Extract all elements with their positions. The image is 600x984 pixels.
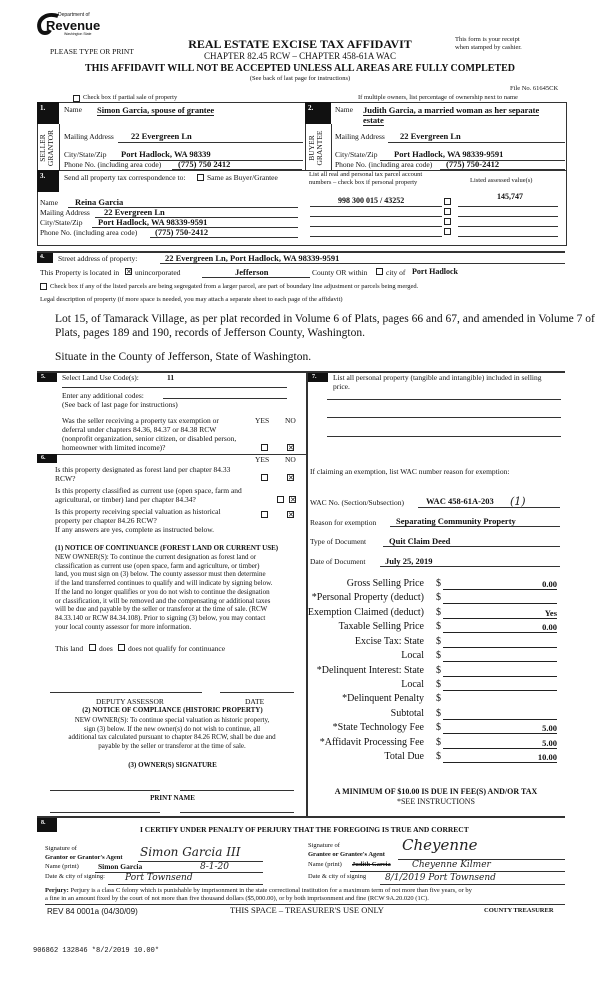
grantee-name-handwritten: Cheyenne Kilmer [412, 860, 491, 870]
currency-sign: $ [436, 636, 441, 647]
forest-yes-checkbox[interactable] [261, 474, 268, 481]
buyer-name[interactable]: Judith Garcia, a married woman as her separate [363, 105, 540, 115]
notice-line: land, you must sign on (3) below. The county assessor must then determine [55, 570, 266, 579]
fee-value[interactable]: 5.00 [443, 737, 557, 749]
label: Mailing Address [335, 132, 385, 141]
label: City/State/Zip [64, 150, 107, 159]
label: Select Land Use Code(s): [62, 373, 139, 382]
label: Phone No. (including area code) [335, 160, 433, 169]
signature-line [50, 692, 202, 693]
partial-sale-checkbox[interactable] [73, 95, 80, 102]
label: Grantee or Grantee's Agent [308, 851, 385, 858]
form-chapter: CHAPTER 82.45 RCW – CHAPTER 458-61A WAC [204, 51, 396, 61]
grantee-date-city-handwritten: 8/1/2019 Port Townsend [385, 873, 496, 883]
historical-yes-checkbox[interactable] [261, 511, 268, 518]
signature-line [50, 812, 160, 813]
notice-continuance-title: (1) NOTICE OF CONTINUANCE (FOREST LAND OR CURRENT USE) [55, 544, 279, 552]
file-number: File No. 61645CK [510, 85, 559, 92]
label: Date of Document [310, 557, 366, 566]
notice-continuance-text [55, 553, 300, 631]
field-line [418, 507, 560, 508]
historical-no-checkbox[interactable]: ✕ [288, 511, 294, 519]
legal-description[interactable]: Lot 15, of Tamarack Village, as per plat recorded in Volume 6 of Plats, pages 66 and 67, and amended in Volume 7 of [55, 313, 595, 325]
label: Phone No. (including area code) [40, 228, 138, 237]
notice-compliance-text [37, 716, 307, 751]
instruction-text: If any answers are yes, complete as instructed below. [55, 525, 215, 534]
perjury-text: Perjury is a class C felony which is punishable by imprisonment in the state correctional institution for a maximum term of not more than five years, or by [70, 887, 472, 894]
label: Enter any additional codes: [62, 391, 144, 400]
section-8-tag: 8. [37, 818, 57, 832]
field-line [202, 277, 310, 278]
label: Signature of [45, 845, 77, 852]
currency-sign: $ [436, 708, 441, 719]
label: Grantor or Grantor's Agent [45, 854, 123, 861]
fee-label: Exemption Claimed (deduct) [307, 607, 424, 618]
personal-property-checkbox[interactable] [444, 208, 451, 215]
label: List all personal property (tangible and intangible) included in selling [333, 373, 542, 382]
label: price. [333, 382, 350, 391]
seller-mailing-address[interactable]: 22 Evergreen Ln [131, 131, 192, 141]
field-line [118, 142, 303, 143]
notice-line: NEW OWNER(S): To continue the current designation as forest land or [55, 553, 257, 561]
personal-property-checkbox[interactable] [444, 218, 451, 225]
see-instructions-note: *SEE INSTRUCTIONS [396, 797, 475, 806]
question-text: property per chapter 84.26 RCW? [55, 516, 157, 525]
field-line [327, 417, 561, 418]
question-text: Was the seller receiving a property tax exemption or [62, 416, 219, 425]
field-line [310, 226, 442, 227]
label: WAC No. (Section/Subsection) [310, 498, 404, 507]
notice-line: if the land transferred continues to qualify and will indicate by signing below. [55, 579, 273, 588]
field-line [160, 263, 565, 264]
fee-value[interactable] [443, 592, 557, 604]
field-line [458, 206, 558, 207]
question-text: (nonprofit organization, senior citizen, or disabled person, [62, 434, 237, 443]
signature-line [108, 884, 263, 885]
question-text: Is this property receiving special valuation as historical [55, 507, 221, 516]
exemption-reason[interactable]: Separating Community Property [396, 516, 516, 526]
fee-value[interactable] [443, 708, 557, 720]
field-line [310, 206, 442, 207]
field-line [458, 216, 558, 217]
field-line [163, 398, 287, 399]
perjury-warning [45, 888, 472, 895]
question-text: Is this property classified as current use (open space, farm and [55, 486, 242, 495]
notice-line: 84.33.140 or RCW 84.34.108). Prior to signing (3) below, you may contact [55, 613, 266, 622]
fee-label: *Delinquent Penalty [342, 693, 424, 704]
label: Legal description of property (if more space is needed, you may attach a separate sheet to each page of the affidavit) [40, 296, 343, 303]
field-line [150, 237, 298, 238]
field-line [440, 169, 565, 170]
label: does not qualify for continuance [128, 644, 226, 653]
buyer-name-cont[interactable]: estate [363, 115, 384, 125]
signature-line [350, 871, 565, 872]
side-label: SELLER [38, 134, 47, 162]
buyer-phone[interactable]: (775) 750-2412 [446, 159, 500, 169]
label: Signature of [308, 842, 340, 849]
signature-line [220, 692, 294, 693]
label: NO [285, 416, 296, 425]
property-street-address[interactable]: 22 Evergreen Ln, Port Hadlock, WA 98339-9591 [165, 253, 340, 263]
date-label: DATE [245, 697, 265, 706]
label: Mailing Address [64, 132, 114, 141]
label: (See back of last page for instructions) [62, 400, 178, 409]
label: County OR within [312, 268, 368, 277]
notice-line: If the land no longer qualifies or you do not wish to continue the designation [55, 587, 270, 596]
treasurer-space-label: THIS SPACE – TREASURER'S USE ONLY [230, 905, 384, 915]
currency-sign: $ [436, 592, 441, 603]
label: Same as Buyer/Grantee [207, 173, 278, 182]
section-6-tag: 6. [37, 454, 57, 463]
notice-line: your local county assessor for more information. [55, 622, 192, 631]
minimum-due-note: A MINIMUM OF $10.00 IS DUE IN FEE(S) AND/OR TAX [334, 787, 538, 796]
label: Listed assessed value(s) [470, 177, 533, 184]
question-text: Is this property designated as forest land per chapter 84.33 [55, 465, 231, 474]
signature-line [380, 884, 565, 885]
currency-sign: $ [436, 679, 441, 690]
section-2-tag: 2. [305, 102, 331, 124]
section-3-tag: 3. [37, 170, 59, 192]
deputy-assessor-label: DEPUTY ASSESSOR [96, 697, 164, 706]
fee-label: *Delinquent Interest: State [316, 665, 424, 676]
current-use-yes-checkbox[interactable] [277, 496, 284, 503]
dor-logo [36, 10, 106, 40]
form-revision: REV 84 0001a (04/30/09) [47, 907, 138, 916]
fee-value[interactable] [443, 636, 557, 648]
seller-grantor-label [39, 128, 56, 168]
fee-label: Subtotal [390, 708, 424, 719]
currency-sign: $ [436, 665, 441, 676]
label: Name [40, 198, 58, 207]
fee-value[interactable] [443, 693, 557, 694]
seller-name[interactable]: Simon Garcia, spouse of grantee [97, 105, 215, 115]
currency-sign: $ [436, 621, 441, 632]
land-use-code[interactable]: 11 [167, 373, 175, 382]
label: Name (print) [308, 861, 342, 868]
field-line [62, 387, 287, 388]
section-5-tag: 5. [37, 373, 57, 382]
label: Type of Document [310, 537, 367, 546]
fee-value[interactable] [443, 665, 557, 677]
field-line [383, 546, 560, 547]
currency-sign: $ [436, 751, 441, 762]
side-label: BUYER [307, 135, 316, 161]
label: List all real and personal tax parcel account [309, 171, 423, 178]
currency-sign: $ [436, 737, 441, 748]
county[interactable]: Jefferson [235, 267, 269, 277]
document-type[interactable]: Quit Claim Deed [389, 536, 451, 546]
fee-label: Gross Selling Price [346, 578, 424, 589]
label: City/State/Zip [335, 150, 378, 159]
question-text: deferral under chapters 84.36, 84.37 or 84.38 RCW [62, 425, 217, 434]
logo-text: Revenue [46, 18, 101, 33]
personal-property-checkbox[interactable] [444, 198, 451, 205]
partial-sale-label: Check box if partial sale of property [83, 94, 178, 101]
field-line [68, 207, 298, 208]
divider [59, 124, 60, 170]
label: Name [335, 105, 353, 114]
county-treasurer-label: COUNTY TREASURER [484, 907, 554, 914]
label: NO [285, 455, 296, 464]
receipt-note: This form is your receipt [455, 36, 520, 43]
qualifies-does-not-checkbox[interactable] [118, 644, 125, 651]
label: Name (print) [45, 863, 79, 870]
fee-value[interactable]: 0.00 [443, 621, 557, 633]
notice-line: NEW OWNER(S): To continue special valuation as historic property, [74, 716, 270, 724]
field-line [390, 526, 560, 527]
fee-label: *State Technology Fee [332, 722, 424, 733]
exemption-yes-checkbox[interactable] [261, 444, 268, 451]
label: If claiming an exemption, list WAC number reason for exemption: [310, 467, 510, 476]
type-or-print: PLEASE TYPE OR PRINT [50, 47, 134, 56]
buyer-city[interactable]: Port Hadlock, WA 98339-9591 [394, 149, 504, 159]
signature-line [180, 790, 294, 791]
question-text: agricultural, or timber) land per chapter 84.34? [55, 495, 196, 504]
label: This Property is located in [40, 268, 120, 277]
tax-corr-address[interactable]: 22 Evergreen Ln [104, 207, 165, 217]
question-text: homeowner with limited income)? [62, 443, 166, 452]
field-line [310, 216, 442, 217]
certification-statement: I CERTIFY UNDER PENALTY OF PERJURY THAT THE FOREGOING IS TRUE AND CORRECT [140, 825, 469, 834]
grantee-printed-name[interactable]: Judith Garcia [352, 861, 391, 868]
unincorporated-checkbox[interactable]: ✕ [126, 268, 132, 276]
fee-label: Local [401, 679, 424, 690]
field-line [327, 399, 561, 400]
currency-sign: $ [436, 607, 441, 618]
grantor-city-handwritten: Port Townsend [125, 873, 193, 883]
notice-compliance-title: (2) NOTICE OF COMPLIANCE (HISTORIC PROPERTY) [82, 706, 263, 714]
same-as-buyer-checkbox[interactable] [197, 174, 204, 181]
label: Street address of property: [58, 254, 138, 263]
label: Mailing Address [40, 208, 90, 217]
fee-label: *Personal Property (deduct) [311, 592, 424, 603]
label: does [99, 644, 113, 653]
grantor-signature[interactable]: Simon Garcia III [140, 845, 241, 859]
label: City/State/Zip [40, 218, 83, 227]
label: This land [55, 644, 84, 653]
section-1-tag: 1. [37, 102, 59, 124]
wac-subsection-handwritten: (1) [510, 495, 526, 508]
side-label: GRANTOR [46, 129, 56, 167]
assessed-value[interactable]: 145,747 [497, 192, 523, 201]
forest-no-checkbox[interactable]: ✕ [288, 474, 294, 482]
currency-sign: $ [436, 693, 441, 704]
tax-corr-name[interactable]: Reina Garcia [75, 197, 124, 207]
notice-line: sign (3) below. If the new owner(s) do not wish to continue, all [83, 724, 261, 733]
wac-number[interactable]: WAC 458-61A-203 [426, 496, 494, 506]
divider [331, 124, 332, 170]
receipt-note: when stamped by cashier. [455, 44, 522, 51]
label: city of [386, 268, 406, 277]
signature-line [50, 790, 160, 791]
divider [37, 816, 565, 818]
label: YES [255, 416, 270, 425]
label: unincorporated [135, 268, 181, 277]
field-line [458, 236, 558, 237]
divider [37, 170, 566, 171]
notice-line: will be due and payable by the seller or transferor at the time of sale. (RCW [55, 605, 268, 614]
grantee-signature[interactable]: Cheyenne [402, 836, 478, 854]
buyer-mailing-address[interactable]: 22 Evergreen Ln [400, 131, 461, 141]
label: Send all property tax correspondence to: [64, 173, 186, 182]
section-4-tag: 4. [37, 253, 53, 263]
document-date[interactable]: July 25, 2019 [385, 556, 433, 566]
seller-phone[interactable]: (775) 750 2412 [178, 159, 231, 169]
label: Date & city of signing [308, 873, 367, 880]
logo-text: Department of [58, 12, 90, 18]
legal-description[interactable]: Plats, pages 189 and 190, records of Jefferson County, Washington. [55, 327, 365, 339]
label: Name [64, 105, 82, 114]
notice-line: payable by the seller or transferor at the time of sale. [98, 742, 246, 751]
fee-label: Taxable Selling Price [338, 621, 424, 632]
field-line [310, 236, 442, 237]
perjury-warning: a fine in an amount fixed by the court of not more than five thousand dollars ($5,000.00), or by both imprisonment and fine (RCW 9A.20.020 (1C). [45, 895, 429, 902]
signature-line [180, 812, 294, 813]
label: Date & city of signing: [45, 873, 105, 880]
field-line [458, 226, 558, 227]
fee-value[interactable] [443, 679, 557, 691]
label: Phone No. (including area code) [64, 160, 162, 169]
logo-text: Washington State [64, 32, 92, 36]
fee-label: Total Due [384, 751, 424, 762]
city-name[interactable]: Port Hadlock [412, 267, 458, 276]
label: numbers – check box if personal property [309, 179, 418, 186]
question-text: RCW? [55, 474, 76, 483]
section-7-tag: 7. [308, 373, 328, 382]
perjury-label: Perjury: [45, 887, 69, 894]
field-line [380, 566, 560, 567]
qualifies-does-checkbox[interactable] [89, 644, 96, 651]
label: Check box if any of the listed parcels are being segregated from a larger parcel, are part of boundary line adjustment or parcels being merged. [50, 283, 419, 290]
fee-value[interactable] [443, 650, 557, 662]
currency-sign: $ [436, 650, 441, 661]
print-name-label: PRINT NAME [150, 794, 195, 802]
grantor-date-handwritten: 8-1-20 [200, 862, 229, 872]
fee-value[interactable]: 10.00 [443, 751, 557, 763]
grantor-printed-name[interactable]: Simon Garcia [98, 862, 143, 871]
owner-signature-label: (3) OWNER(S) SIGNATURE [128, 761, 217, 769]
currency-sign: $ [436, 722, 441, 733]
form-warning: THIS AFFIDAVIT WILL NOT BE ACCEPTED UNLESS ALL AREAS ARE FULLY COMPLETED [84, 63, 516, 74]
field-line [388, 142, 565, 143]
label: YES [255, 455, 270, 464]
fee-value[interactable]: 0.00 [443, 578, 557, 590]
label: Reason for exemption [310, 518, 377, 527]
notice-line: or classification, it will be removed and the compensating or additional taxes [55, 596, 271, 605]
fee-value[interactable]: Yes [443, 607, 557, 619]
personal-property-checkbox[interactable] [444, 228, 451, 235]
buyer-grantee-label [308, 128, 325, 168]
segregated-checkbox[interactable] [40, 283, 47, 290]
legal-description[interactable]: Situate in the County of Jefferson, State of Washington. [55, 351, 312, 363]
form-title: REAL ESTATE EXCISE TAX AFFIDAVIT [188, 37, 412, 51]
tax-corr-phone[interactable]: (775) 750-2412 [155, 227, 209, 237]
tax-corr-city[interactable]: Port Hadlock, WA 98339-9591 [98, 217, 208, 227]
fee-label: Local [401, 650, 424, 661]
cashier-stamp: 906862 132846 *8/2/2019 10.00* [33, 947, 160, 955]
current-use-no-checkbox[interactable]: ✕ [290, 496, 296, 504]
exemption-no-checkbox[interactable]: ✕ [288, 444, 294, 452]
notice-line: classification as current use (open space, farm and agriculture, or timber) [55, 561, 260, 570]
field-line [172, 169, 302, 170]
fee-label: *Affidavit Processing Fee [319, 737, 424, 748]
field-line [327, 436, 561, 437]
within-city-checkbox[interactable] [376, 268, 383, 275]
form-instructions: (See back of last page for instructions) [249, 75, 351, 82]
seller-city[interactable]: Port Hadlock, WA 98339 [121, 149, 211, 159]
multiple-owners-note: If multiple owners, list percentage of ownership next to name [358, 94, 518, 101]
parcel-number[interactable]: 998 300 015 / 43252 [338, 196, 405, 205]
fee-value[interactable]: 5.00 [443, 722, 557, 734]
side-label: GRANTEE [315, 130, 325, 166]
currency-sign: $ [436, 578, 441, 589]
fee-label: Excise Tax: State [354, 636, 424, 647]
notice-line: additional tax calculated pursuant to chapter 84.26 RCW, shall be due and [68, 733, 276, 742]
